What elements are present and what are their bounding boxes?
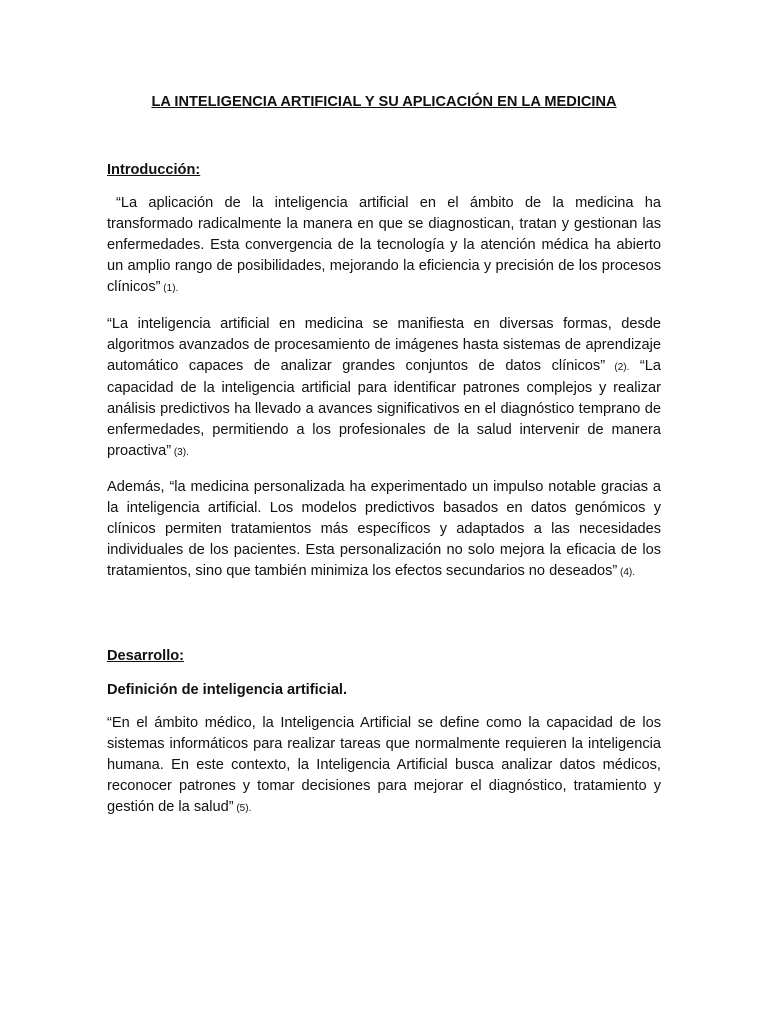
paragraph-1 bbox=[107, 193, 661, 299]
paragraph-4 bbox=[107, 713, 661, 819]
citation-5: (5). bbox=[233, 803, 252, 814]
citation-4: (4). bbox=[617, 567, 636, 578]
paragraph-2-text-continued: “La capacidad de la inteligencia artificial para identificar patrones complejos y realizar análisis predictivos ha llevado a avances significativos en el diagnóstico temprano de enfermedades, permitiendo a los profesionales de la salud intervenir de manera proactiva” bbox=[107, 358, 662, 459]
paragraph-2 bbox=[107, 314, 661, 463]
paragraph-2-text: “La inteligencia artificial en medicina se manifiesta en diversas formas, desde algoritmos avanzados de procesamiento de imágenes hasta sistemas de aprendizaje automático capaces de analizar grandes conjuntos de datos clínicos” bbox=[107, 316, 661, 374]
document-title: LA INTELIGENCIA ARTIFICIAL Y SU APLICACIÓN EN LA MEDICINA bbox=[151, 94, 617, 110]
citation-3: (3). bbox=[171, 447, 189, 458]
paragraph-4-text: “En el ámbito médico, la Inteligencia Artificial se define como la capacidad de los sistemas informáticos para realizar tareas que normalmente requieren la inteligencia humana. En este contexto, la Inteligencia Artificial busca analizar datos médicos, reconocer patrones y tomar decisiones para mejorar el diagnóstico, tratamiento y gestión de la salud” bbox=[107, 715, 661, 815]
intro-heading: Introducción: bbox=[107, 162, 201, 178]
definition-heading: Definición de inteligencia artificial. bbox=[107, 682, 348, 698]
citation-2: (2). bbox=[605, 362, 630, 373]
paragraph-1-text: “La aplicación de la inteligencia artificial en el ámbito de la medicina ha transformado radicalmente la manera en que se diagnostican, tratan y gestionan las enfermedades. Esta convergencia de la tecnología y la atención médica ha abierto un amplio rango de posibilidades, mejorando la eficiencia y precisión de los procesos clínicos” bbox=[107, 195, 661, 295]
paragraph-3 bbox=[107, 477, 661, 583]
paragraph-3-text: Además, “la medicina personalizada ha experimentado un impulso notable gracias a la inteligencia artificial. Los modelos predictivos basados en datos genómicos y clínicos permiten tratamientos más específicos y adaptados a las necesidades individuales de los pacientes. Esta personalización no solo mejora la eficacia de los tratamientos, sino que también minimiza los efectos secundarios no deseados” bbox=[107, 479, 661, 579]
citation-1: (1). bbox=[160, 283, 179, 294]
development-heading: Desarrollo: bbox=[107, 648, 185, 664]
